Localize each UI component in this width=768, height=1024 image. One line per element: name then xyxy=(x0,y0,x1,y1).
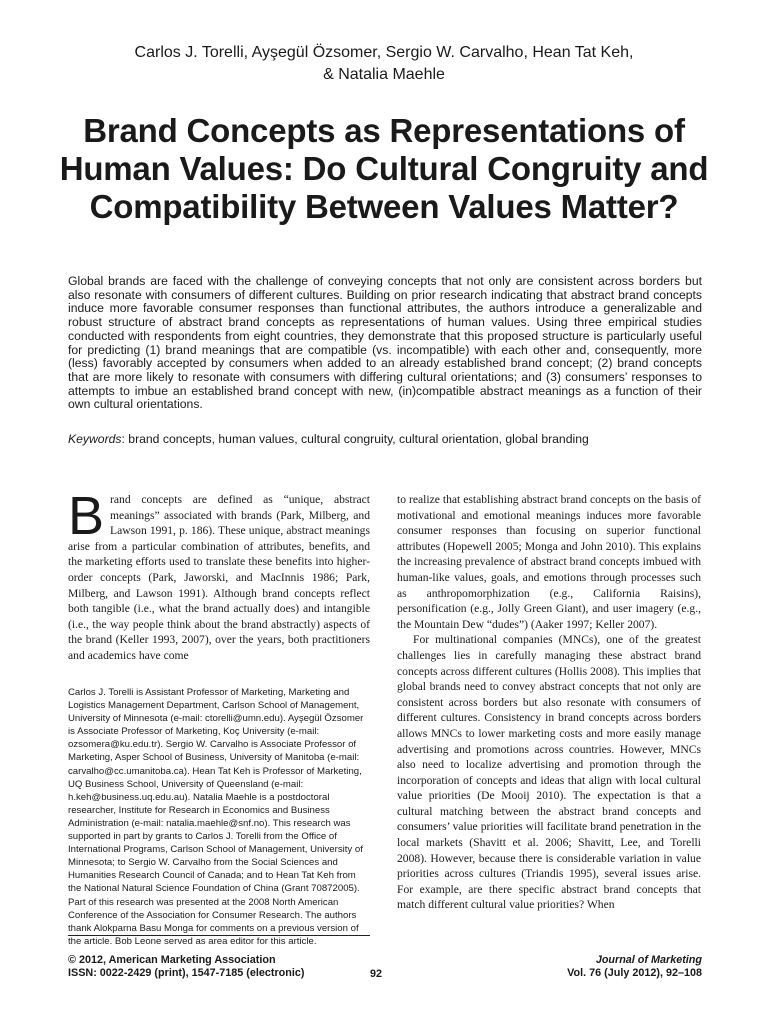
drop-cap: B xyxy=(68,486,105,546)
body-column-right xyxy=(397,492,701,913)
footer-right xyxy=(567,954,702,980)
body-paragraph: For multinational companies (MNCs), one of the greatest challenges lies in carefully managing these abstract brand concepts across different cultures (Hollis 2008). This implies that global brands need to convey abstract concepts that not only are consistent across borders but also resonate with consumers of different cultures. Consistency in brand concepts across borders allows MNCs to lower marketing costs and more easily manage advertising and promotions across countries. However, MNCs also need to localize advertising and promotion through the incorporation of concepts and ideas that align with local cultural value priorities (De Mooij 2010). The expectation is that a cultural matching between the abstract brand concepts and consumers’ value priorities will facilitate brand penetration in the local markets (Shavitt et al. 2006; Shavitt, Lee, and Torelli 2008). However, because there is considerable variation in value priorities across cultures (Triandis 1995), several issues arise. For example, are there specific abstract brand concepts that match different cultural value priorities? When xyxy=(397,633,701,912)
authors-line-2: & Natalia Maehle xyxy=(323,66,445,83)
article-title: Brand Concepts as Representations of Human Values: Do Cultural Congruity and Compatibility Between Values Matter? xyxy=(59,112,709,225)
keywords-label: Keywords xyxy=(68,432,122,446)
body-column-left xyxy=(68,486,370,664)
author-note: Carlos J. Torelli is Assistant Professor of Marketing, Marketing and Logistics Management Department, Carlson School of Management, University of Minnesota (e-mail: ctorelli@umn.edu). Ayşegül Özsomer is Associate Professor of Marketing, Koç University (e-mail: ozsomera@ku.edu.tr). Sergio W. Carvalho is Associate Professor of Marketing, Asper School of Business, University of Manitoba (e-mail: carvalho@cc.umanitoba.ca). Hean Tat Keh is Professor of Marketing, UQ Business School, University of Queensland (e-mail: h.keh@business.uq.edu.au). Natalia Maehle is a postdoctoral researcher, Institute for Research in Economics and Business Administration (e-mail: natalia.maehle@snf.no). This research was supported in part by grants to Carlos J. Torelli from the Office of International Programs, Carlson School of Management, University of Minnesota; to Sergio W. Carvalho from the Social Sciences and Humanities Research Council of Canada; and to Hean Tat Keh from the National Natural Science Foundation of China (Grant 70872005). Part of this research was presented at the 2008 North American Conference of the Association for Consumer Research. The authors thank Alokparna Basu Monga for comments on a previous version of the article. Bob Leone served as area editor for this article. xyxy=(68,687,364,947)
abstract: Global brands are faced with the challenge of conveying concepts that not only are consistent across borders but also resonate with consumers of different cultures. Building on prior research indicating that abstract brand concepts induce more favorable consumer responses than functional attributes, the authors introduce a generalizable and robust structure of abstract brand concepts as representations of human values. Using three empirical studies conducted with respondents from eight countries, they demonstrate that this proposed structure is particularly useful for predicting (1) brand meanings that are compatible (vs. incompatible) with each other and, consequently, more (less) favorably accepted by consumers when added to an already established brand concept; (2) brand concepts that are more likely to resonate with consumers with differing cultural orientations; and (3) consumers’ responses to attempts to imbue an established brand concept with new, (in)compatible abstract meanings as a function of their own cultural orientations. xyxy=(68,274,702,412)
keywords xyxy=(68,432,702,446)
footnote-divider xyxy=(68,935,370,936)
author-list xyxy=(60,42,708,86)
footer-left xyxy=(68,954,304,980)
keywords-text: : brand concepts, human values, cultural congruity, cultural orientation, global branding xyxy=(121,432,589,446)
volume-info: Vol. 76 (July 2012), 92–108 xyxy=(567,967,702,979)
body-paragraph: to realize that establishing abstract brand concepts on the basis of motivational and emotional meanings induces more favorable consumer responses than focusing on superior functional attributes (Hopewell 2005; Monga and John 2010). This explains the increasing prevalence of abstract brand concepts imbued with human-like values, goals, and emotions through processes such as anthropomorphization (e.g., California Raisins), personification (e.g., Jolly Green Giant), and user imagery (e.g., the Mountain Dew “dudes”) (Aaker 1997; Keller 2007). xyxy=(397,493,701,631)
page-number: 92 xyxy=(370,968,383,980)
body-text: rand concepts are defined as “unique, abstract meanings” associated with brands (Park, Milberg, and Lawson 1991, p. 186). These unique, abstract meanings arise from a particular combination of attributes, benefits, and the marketing efforts used to translate these benefits into higher-order concepts (Park, Jaworski, and MacInnis 1986; Park, Milberg, and Lawson 1991). Although brand concepts reflect both tangible (i.e., what the brand actually does) and intangible (i.e., the way people think about the brand abstractly) aspects of the brand (Keller 1993, 2007), over the years, both practitioners and academics have come xyxy=(68,493,370,662)
issn: ISSN: 0022-2429 (print), 1547-7185 (electronic) xyxy=(68,967,305,979)
copyright: © 2012, American Marketing Association xyxy=(68,954,276,966)
authors-line-1: Carlos J. Torelli, Ayşegül Özsomer, Sergio W. Carvalho, Hean Tat Keh, xyxy=(134,44,634,61)
journal-name: Journal of Marketing xyxy=(595,954,702,966)
body-paragraph xyxy=(68,486,370,664)
